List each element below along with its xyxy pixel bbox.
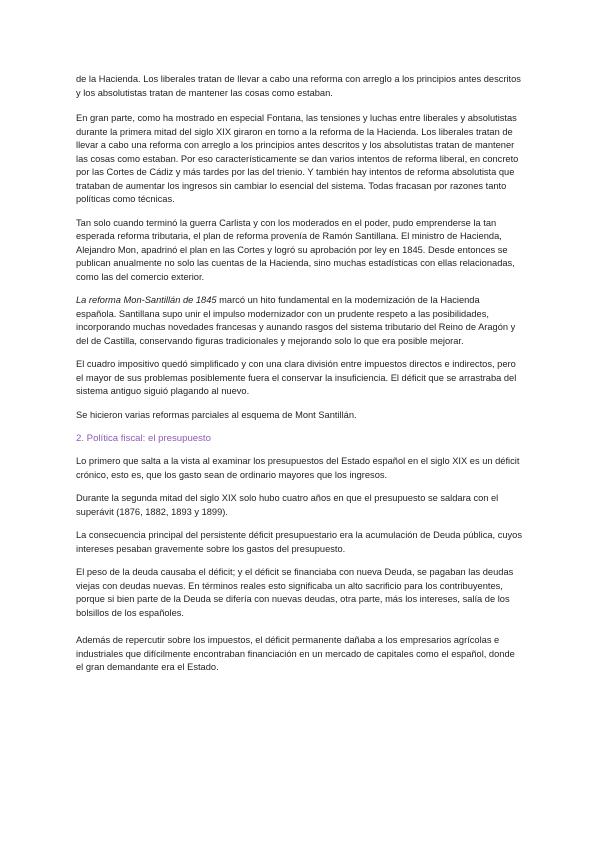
paragraph-reforma-mon-santillan — [76, 294, 522, 348]
document-body — [76, 73, 522, 685]
paragraph-reformas-parciales: Se hicieron varias reformas parciales al esquema de Mont Santillán. — [76, 409, 357, 420]
paragraph-deficit-cronico: Lo primero que salta a la vista al examinar los presupuestos del Estado español en el siglo XIX es un déficit crónico, esto es, que los gasto sean de ordinario mayores que los ingresos. — [76, 456, 520, 480]
reform-title-italic: La reforma Mon-Santillán de 1845 — [76, 295, 217, 305]
paragraph-superavit: Durante la segunda mitad del siglo XIX solo hubo cuatro años en que el presupuesto se saldara con el superávit (1876, 1882, 1893 y 1899). — [76, 493, 499, 517]
section-heading: 2. Política fiscal: el presupuesto — [76, 433, 211, 444]
paragraph-guerra-carlista: Tan solo cuando terminó la guerra Carlista y con los moderados en el poder, pudo emprenderse la tan esperada reforma tributaria, el plan de reforma provenía de Ramón Santillana. El ministro de Hacienda, Alejandro Mon, apadrinó el plan en las Cortes y logró su aprobación por ley en 1845. Desde entonces se publican anualmente no solo las cuentas de la Hacienda, sino muchas estadísticas con ellas relacionadas, como las del comercio exterior. — [76, 217, 515, 282]
paragraph-peso-deuda: El peso de la deuda causaba el déficit; y el déficit se financiaba con nueva Deuda, se pagaban las deudas viejas con deudas nuevas. En términos reales esto significaba un alto sacrificio para los contribuyentes, porque si bien parte de la Deuda se difería con nuevas deudas, otra parte, más los intereses, salía de los bolsillos de los españoles. — [76, 567, 514, 618]
reform-text: marcó un hito fundamental en la modernización de la Hacienda española. Santillana supo unir el impulso modernizador con un prudente respeto a las posibilidades, incorporando muchas novedades francesas y aunando rasgos del sistema tributario del Reino de Aragón y del de Castilla, conservando figuras tradicionales y mejorando solo lo que era posible mejorar. — [76, 295, 516, 346]
paragraph-deuda-publica: La consecuencia principal del persistente déficit presupuestario era la acumulación de Deuda pública, cuyos intereses pesaban gravemente sobre los gastos del presupuesto. — [76, 530, 523, 554]
paragraph-continuation: de la Hacienda. Los liberales tratan de llevar a cabo una reforma con arreglo a los principios antes descritos y los absolutistas tratan de mantener las cosas como estaban. — [76, 74, 521, 98]
paragraph-cuadro-impositivo: El cuadro impositivo quedó simplificado y con una clara división entre impuestos directos e indirectos, pero el mayor de sus problemas posiblemente fuera el conservar la insuficiencia. El déficit que se arrastraba del sistema antiguo siguió plagando al nuevo. — [76, 359, 517, 396]
paragraph-empresarios: Además de repercutir sobre los impuestos, el déficit permanente dañaba a los empresarios agrícolas e industriales que difícilmente encontraban financiación en un mercado de capitales como el español, donde el gran demandante era el Estado. — [76, 635, 515, 672]
paragraph-liberales-absolutistas: En gran parte, como ha mostrado en especial Fontana, las tensiones y luchas entre liberales y absolutistas durante la primera mitad del siglo XIX giraron en torno a la reforma de la Hacienda. Los liberales tratan de llevar a cabo una reforma con arreglo a los principios antes descritos y los absolutistas tratan de mantener las cosas como estaban. Por eso característicamente se dan varios intentos de reforma liberal, en concreto por las Cortes de Cádiz y más tardes por las del trienio. Y también hay intentos de reforma absolutista que trataban de aumentar los ingresos sin cambiar lo esencial del sistema. Todas fracasan por razones tanto políticas como técnicas. — [76, 113, 519, 204]
